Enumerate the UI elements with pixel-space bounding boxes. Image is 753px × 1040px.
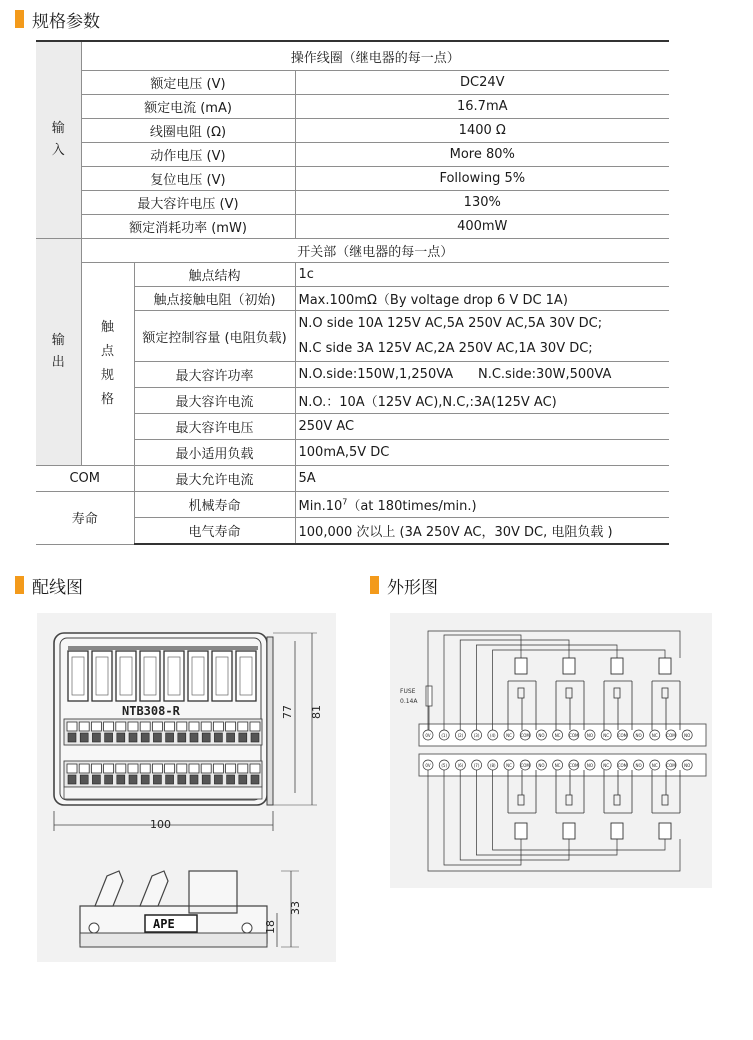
terminal-label: (1)	[441, 733, 448, 738]
terminal-screw-slot	[128, 764, 138, 773]
row-value	[295, 492, 669, 518]
relay-rail	[68, 646, 258, 650]
din-rail-edge	[267, 637, 273, 805]
terminal-clamp	[190, 775, 198, 784]
terminal-screw-slot	[116, 722, 126, 731]
spec-title-text: 规格参数	[32, 11, 100, 32]
terminal-screw-slot	[91, 722, 101, 731]
relay-coil-icon	[563, 658, 575, 674]
dim-h1-label: 77	[281, 705, 294, 719]
row-label: 电气寿命	[134, 518, 295, 545]
terminal-label: (5)	[441, 763, 448, 768]
terminal-block-bottom	[64, 761, 262, 799]
row-label: 额定消耗功率 (mW)	[81, 215, 295, 239]
dim-h2-label: 81	[310, 705, 323, 719]
mech-life-tail: （at 180times/min.)	[347, 499, 477, 514]
relay-contact-icon	[566, 688, 572, 698]
relay-icon	[68, 651, 88, 701]
row-label: 机械寿命	[134, 492, 295, 518]
terminal-screw-slot	[250, 764, 260, 773]
terminal-clamp	[214, 775, 222, 784]
terminal-clamp	[141, 733, 149, 742]
brand-label: APE	[153, 917, 175, 931]
terminal-screw-slot	[128, 722, 138, 731]
row-label: 额定电压 (V)	[81, 71, 295, 95]
terminal-clamp	[214, 733, 222, 742]
terminal-clamp	[129, 775, 137, 784]
terminal-label: COM	[520, 733, 530, 738]
terminal-label: NC	[554, 733, 561, 738]
row-value: 1400 Ω	[295, 119, 669, 143]
row-value: More 80%	[295, 143, 669, 167]
terminal-screw-slot	[201, 722, 211, 731]
terminal-clamp	[239, 733, 247, 742]
terminal-clamp	[68, 775, 76, 784]
relay-icon	[212, 651, 232, 701]
row-label: 动作电压 (V)	[81, 143, 295, 167]
terminal-foot	[64, 787, 262, 799]
dim-side2-label: 33	[289, 901, 302, 915]
row-label: 最大容许电压	[134, 414, 295, 440]
terminal-label: 0V	[425, 763, 431, 768]
terminal-label: COM	[666, 733, 676, 738]
relay-coil-icon	[659, 658, 671, 674]
table-row	[36, 41, 669, 71]
input-group-text: 输入	[51, 121, 65, 158]
terminal-screw-slot	[226, 764, 236, 773]
terminal-label: COM	[569, 733, 579, 738]
terminal-clamp	[129, 733, 137, 742]
row-value: N.O.side:150W,1,250VA N.C.side:30W,500VA	[295, 362, 669, 388]
terminal-clamp	[117, 775, 125, 784]
table-row	[36, 239, 669, 263]
terminal-screw-slot	[165, 722, 175, 731]
terminal-label: COM	[666, 763, 676, 768]
terminal-clamp	[251, 775, 259, 784]
table-row	[36, 492, 669, 518]
table-row	[36, 191, 669, 215]
wiring-svg	[37, 613, 336, 962]
dim-width-label: 100	[150, 818, 171, 831]
row-value: DC24V	[295, 71, 669, 95]
section-marker	[15, 576, 24, 594]
screw-icon	[242, 923, 252, 933]
relay-contact-icon	[662, 688, 668, 698]
terminal-clamp	[80, 733, 88, 742]
terminal-screw-slot	[152, 722, 162, 731]
relay-icon	[92, 651, 112, 701]
terminal-screw-slot	[152, 764, 162, 773]
relay-contact-icon	[566, 795, 572, 805]
terminal-label: NC	[506, 733, 512, 738]
terminal-screw-slot	[201, 764, 211, 773]
row-label: 触点接触电阻（初始)	[134, 287, 295, 311]
terminal-label: NC	[506, 763, 512, 768]
terminal-label: (6)	[457, 763, 464, 768]
terminal-screw-slot	[165, 764, 175, 773]
terminal-screw-slot	[177, 722, 187, 731]
schematic-wiring	[423, 631, 692, 871]
dim-side1-label: 18	[264, 920, 277, 934]
terminal-screw-slot	[79, 722, 89, 731]
terminal-screw-slot	[250, 722, 260, 731]
terminal-label: NO	[586, 733, 594, 738]
terminal-clamp	[105, 733, 113, 742]
schematic-svg	[390, 613, 712, 888]
input-group-label	[36, 41, 81, 239]
row-value: 400mW	[295, 215, 669, 239]
screw-icon	[89, 923, 99, 933]
wire	[428, 631, 680, 730]
terminal-screw-slot	[140, 764, 150, 773]
terminal-screw-slot	[104, 764, 114, 773]
row-label: 最小适用负载	[134, 440, 295, 466]
terminal-label: NC	[603, 733, 610, 738]
terminal-screw-slot	[226, 722, 236, 731]
relay-coil-icon	[515, 658, 527, 674]
terminal-label: NC	[603, 763, 610, 768]
terminal-label: (8)	[489, 763, 496, 768]
terminal-label: NO	[586, 763, 594, 768]
row-label: 触点结构	[134, 263, 295, 287]
row-value: 130%	[295, 191, 669, 215]
contact-group-text: 触点规格	[100, 320, 114, 407]
terminal-label: (3)	[473, 733, 480, 738]
output-group-label	[36, 239, 81, 466]
row-label: 额定控制容量 (电阻负载)	[134, 311, 295, 362]
terminal-screw-slot	[189, 722, 199, 731]
terminal-clamp	[117, 733, 125, 742]
terminal-screw-slot	[79, 764, 89, 773]
terminal-clamp	[141, 775, 149, 784]
life-group-label: 寿命	[36, 492, 134, 545]
terminal-label: NO	[684, 733, 691, 738]
terminal-clamp	[190, 733, 198, 742]
row-label: 复位电压 (V)	[81, 167, 295, 191]
input-header: 操作线圈（继电器的每一点）	[81, 41, 669, 71]
terminal-screw-slot	[238, 764, 248, 773]
terminal-screw-slot	[116, 764, 126, 773]
terminal-screw-slot	[104, 722, 114, 731]
row-label: 最大容许功率	[134, 362, 295, 388]
terminal-label: NO	[635, 733, 642, 738]
relay-coil-icon	[611, 823, 623, 839]
relay-coil-icon	[563, 823, 575, 839]
row-value: Max.100mΩ（By voltage drop 6 V DC 1A)	[295, 287, 669, 311]
row-value: 100mA,5V DC	[295, 440, 669, 466]
terminal-label: NO	[538, 733, 545, 738]
terminal-screw-slot	[91, 764, 101, 773]
row-value: 100,000 次以上 (3A 250V AC，30V DC, 电阻负载 )	[295, 518, 669, 545]
relay-icon	[116, 651, 136, 701]
terminal-clamp	[251, 733, 259, 742]
relay-icon	[140, 651, 160, 701]
terminal-clamp	[105, 775, 113, 784]
terminal-screw-slot	[67, 764, 77, 773]
table-row	[36, 215, 669, 239]
terminal-label: (2)	[457, 733, 464, 738]
table-row	[36, 167, 669, 191]
row-value: N.O.：10A（125V AC),N.C,:3A(125V AC)	[295, 388, 669, 414]
row-label: 最大允许电流	[134, 466, 295, 492]
table-row	[36, 143, 669, 167]
relay-contact-icon	[518, 795, 524, 805]
terminal-clamp	[166, 775, 174, 784]
table-row	[36, 466, 669, 492]
terminal-clamp	[178, 775, 186, 784]
relay-contact-icon	[518, 688, 524, 698]
section-marker	[15, 10, 24, 28]
row-value: 1c	[295, 263, 669, 287]
terminal-label: (4)	[489, 733, 496, 738]
relay-contact-icon	[614, 795, 620, 805]
side-terminal	[140, 871, 168, 906]
terminal-screw-slot	[213, 764, 223, 773]
terminal-label: COM	[569, 763, 579, 768]
row-value: 16.7mA	[295, 95, 669, 119]
row-value: N.O side 10A 125V AC,5A 250V AC,5A 30V DC;	[295, 311, 669, 337]
wiring-title-text: 配线图	[32, 577, 83, 598]
terminal-clamp	[166, 733, 174, 742]
terminal-label: NC	[651, 733, 658, 738]
terminal-clamp	[227, 775, 235, 784]
row-value-2: N.C side 3A 125V AC,2A 250V AC,1A 30V DC;	[295, 336, 669, 362]
output-group-text: 输出	[51, 333, 65, 370]
wiring-drawing	[37, 613, 336, 962]
terminal-clamp	[202, 775, 210, 784]
terminal-label: 0V	[425, 733, 431, 738]
side-terminal	[95, 871, 123, 906]
terminal-clamp	[68, 733, 76, 742]
side-relay	[189, 871, 237, 906]
row-value: 250V AC	[295, 414, 669, 440]
terminal-screw-slot	[238, 722, 248, 731]
fuse-value: 0.14A	[400, 698, 418, 705]
relay-contact-icon	[614, 688, 620, 698]
terminal-clamp	[80, 775, 88, 784]
terminal-label: (7)	[473, 763, 480, 768]
outline-drawing	[390, 613, 712, 888]
terminal-label: COM	[520, 763, 530, 768]
output-header: 开关部（继电器的每一点）	[81, 239, 669, 263]
terminal-label: NC	[651, 763, 658, 768]
com-group-label: COM	[36, 466, 134, 492]
row-value: 5A	[295, 466, 669, 492]
side-rail	[80, 933, 267, 947]
row-label: 最大容许电压 (V)	[81, 191, 295, 215]
row-label: 线圈电阻 (Ω)	[81, 119, 295, 143]
relay-coil-icon	[515, 823, 527, 839]
wire	[428, 770, 680, 871]
fuse-label: FUSE	[400, 688, 416, 695]
terminal-screw-slot	[177, 764, 187, 773]
table-row	[36, 71, 669, 95]
fuse-icon	[426, 686, 432, 706]
wire	[444, 635, 521, 730]
row-value: Following 5%	[295, 167, 669, 191]
terminal-clamp	[178, 733, 186, 742]
terminal-clamp	[153, 733, 161, 742]
side-view	[80, 871, 302, 947]
terminal-clamp	[153, 775, 161, 784]
section-marker	[370, 576, 379, 594]
terminal-label: COM	[617, 733, 628, 738]
wire	[444, 770, 521, 865]
table-row	[36, 119, 669, 143]
terminal-label: COM	[617, 763, 628, 768]
outline-section-title	[370, 574, 438, 596]
table-row	[36, 263, 669, 287]
table-row	[36, 95, 669, 119]
terminal-clamp	[227, 733, 235, 742]
relay-icon	[188, 651, 208, 701]
terminal-label: NO	[684, 763, 691, 768]
terminal-screw-slot	[67, 722, 77, 731]
outline-title-text: 外形图	[387, 577, 438, 598]
relay-coil-icon	[659, 823, 671, 839]
relay-contact-icon	[662, 795, 668, 805]
mech-life-exponent: 7	[342, 497, 348, 507]
terminal-label: NC	[554, 763, 561, 768]
terminal-clamp	[202, 733, 210, 742]
spec-table	[36, 40, 669, 545]
relay-coil-icon	[611, 658, 623, 674]
model-label: NTB308-R	[122, 704, 180, 718]
terminal-screw-slot	[140, 722, 150, 731]
row-label: 最大容许电流	[134, 388, 295, 414]
wire	[476, 645, 617, 730]
wiring-section-title	[15, 574, 83, 596]
terminal-block-top	[64, 719, 262, 745]
terminal-label: NO	[635, 763, 642, 768]
contact-group-label	[81, 263, 134, 466]
terminal-label: NO	[538, 763, 545, 768]
relay-icon	[164, 651, 184, 701]
terminal-screw-slot	[213, 722, 223, 731]
relay-icon	[236, 651, 256, 701]
terminal-screw-slot	[189, 764, 199, 773]
wire	[476, 770, 617, 855]
spec-section-title	[15, 8, 100, 30]
row-label: 额定电流 (mA)	[81, 95, 295, 119]
terminal-clamp	[92, 733, 100, 742]
terminal-clamp	[92, 775, 100, 784]
mech-life-value: Min.10	[298, 499, 343, 514]
terminal-clamp	[239, 775, 247, 784]
